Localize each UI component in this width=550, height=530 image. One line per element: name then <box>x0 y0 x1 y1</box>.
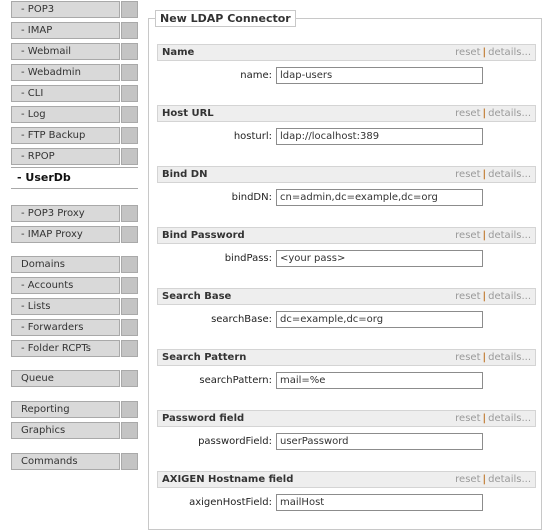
link-separator: | <box>482 291 487 302</box>
sidebar-item-label: - FTP Backup <box>21 130 86 141</box>
section-header-bind-dn <box>157 166 536 183</box>
reset-link[interactable]: reset <box>455 169 481 180</box>
section-title: Host URL <box>162 108 214 119</box>
searchpattern-input[interactable] <box>276 372 483 389</box>
sidebar-item-webmail[interactable] <box>11 43 120 60</box>
sidebar-item-userdb[interactable] <box>11 167 138 189</box>
sidebar-item-forwarders[interactable] <box>11 319 120 336</box>
sidebar-item-graphics[interactable] <box>11 422 120 439</box>
sidebar-item-imap[interactable] <box>11 22 120 39</box>
section-header-search-pattern <box>157 349 536 366</box>
passwordfield-field-label: passwordField: <box>198 436 272 447</box>
link-separator: | <box>482 474 487 485</box>
nav-tab-tail <box>121 340 138 357</box>
sidebar-item-label: - IMAP Proxy <box>21 229 83 240</box>
sidebar-item-pop3[interactable] <box>11 1 120 18</box>
section-links <box>455 228 531 243</box>
nav-tab-tail <box>121 43 138 60</box>
sidebar-item-label: - CLI <box>21 88 44 99</box>
details-link[interactable]: details... <box>488 474 531 485</box>
sidebar-item-label: - Webmail <box>21 46 72 57</box>
reset-link[interactable]: reset <box>455 352 481 363</box>
binddn-input[interactable] <box>276 189 483 206</box>
sidebar-item-label: - RPOP <box>21 151 55 162</box>
sidebar-item-domains[interactable] <box>11 256 120 273</box>
sidebar-item-label: - Accounts <box>21 280 74 291</box>
link-separator: | <box>482 352 487 363</box>
axigenhostfield-input[interactable] <box>276 494 483 511</box>
sidebar-item-label: Graphics <box>21 425 66 436</box>
nav-tab-tail <box>121 205 138 222</box>
sidebar-item-label: - IMAP <box>21 25 53 36</box>
searchbase-input[interactable] <box>276 311 483 328</box>
details-link[interactable]: details... <box>488 230 531 241</box>
searchpattern-field-label: searchPattern: <box>199 375 272 386</box>
passwordfield-input[interactable] <box>276 433 483 450</box>
section-title: AXIGEN Hostname field <box>162 474 294 485</box>
nav-tab-tail <box>121 148 138 165</box>
nav-tab-tail <box>121 226 138 243</box>
section-header-host-url <box>157 105 536 122</box>
sidebar-item-webadmin[interactable] <box>11 64 120 81</box>
sidebar-item-label: Commands <box>21 456 78 467</box>
sidebar-item-label: - Lists <box>21 301 51 312</box>
sidebar-item-label: Queue <box>21 373 54 384</box>
section-header-bind-password <box>157 227 536 244</box>
axigenhostfield-field-label: axigenHostField: <box>189 497 272 508</box>
reset-link[interactable]: reset <box>455 47 481 58</box>
sidebar-item-folder-rcpts[interactable] <box>11 340 120 357</box>
sidebar-item-lists[interactable] <box>11 298 120 315</box>
sidebar-item-label: Domains <box>21 259 66 270</box>
link-separator: | <box>482 108 487 119</box>
nav-tab-tail <box>121 453 138 470</box>
section-links <box>455 472 531 487</box>
searchbase-field-label: searchBase: <box>211 314 272 325</box>
section-links <box>455 350 531 365</box>
details-link[interactable]: details... <box>488 413 531 424</box>
reset-link[interactable]: reset <box>455 413 481 424</box>
details-link[interactable]: details... <box>488 352 531 363</box>
nav-tab-tail <box>121 370 138 387</box>
sidebar-item-label: - Webadmin <box>21 67 81 78</box>
section-header-name <box>157 44 536 61</box>
details-link[interactable]: details... <box>488 169 531 180</box>
section-title: Bind Password <box>162 230 245 241</box>
nav-tab-tail <box>121 319 138 336</box>
details-link[interactable]: details... <box>488 47 531 58</box>
nav-tab-tail <box>121 277 138 294</box>
hosturl-input[interactable] <box>276 128 483 145</box>
link-separator: | <box>482 230 487 241</box>
sidebar-item-accounts[interactable] <box>11 277 120 294</box>
nav-tab-tail <box>121 422 138 439</box>
sidebar-item-label: - Forwarders <box>21 322 84 333</box>
name-input[interactable] <box>276 67 483 84</box>
section-header-password-field <box>157 410 536 427</box>
bindpass-input[interactable] <box>276 250 483 267</box>
link-separator: | <box>482 413 487 424</box>
sidebar-item-label: - UserDb <box>17 171 71 184</box>
sidebar-item-label: - POP3 <box>21 4 55 15</box>
nav-tab-tail <box>121 401 138 418</box>
section-links <box>455 289 531 304</box>
binddn-field-label: bindDN: <box>231 192 272 203</box>
form-legend: New LDAP Connector <box>155 10 296 27</box>
section-title: Search Base <box>162 291 232 302</box>
nav-tab-tail <box>121 22 138 39</box>
sidebar-item-label: - Folder RCPTs <box>21 343 91 354</box>
sidebar-item-label: - Log <box>21 109 46 120</box>
details-link[interactable]: details... <box>488 291 531 302</box>
name-field-label: name: <box>240 70 272 81</box>
sidebar-item-label: - POP3 Proxy <box>21 208 85 219</box>
details-link[interactable]: details... <box>488 108 531 119</box>
section-title: Name <box>162 47 195 58</box>
hosturl-field-label: hosturl: <box>233 131 272 142</box>
reset-link[interactable]: reset <box>455 108 481 119</box>
nav-tab-tail <box>121 127 138 144</box>
sidebar-item-commands[interactable] <box>11 453 120 470</box>
sidebar-item-cli[interactable] <box>11 85 120 102</box>
section-header-search-base <box>157 288 536 305</box>
link-separator: | <box>482 169 487 180</box>
sidebar-item-ftp-backup[interactable] <box>11 127 120 144</box>
sidebar-item-imap-proxy[interactable] <box>11 226 120 243</box>
sidebar-item-label: Reporting <box>21 404 70 415</box>
section-title: Password field <box>162 413 245 424</box>
section-links <box>455 45 531 60</box>
section-title: Search Pattern <box>162 352 247 363</box>
bindpass-field-label: bindPass: <box>224 253 272 264</box>
reset-link[interactable]: reset <box>455 474 481 485</box>
section-links <box>455 411 531 426</box>
reset-link[interactable]: reset <box>455 291 481 302</box>
nav-tab-tail <box>121 85 138 102</box>
sidebar-item-log[interactable] <box>11 106 120 123</box>
section-links <box>455 167 531 182</box>
nav-tab-tail <box>121 1 138 18</box>
section-links <box>455 106 531 121</box>
reset-link[interactable]: reset <box>455 230 481 241</box>
link-separator: | <box>482 47 487 58</box>
nav-tab-tail <box>121 106 138 123</box>
nav-tab-tail <box>121 298 138 315</box>
sidebar-nav <box>0 0 139 519</box>
ldap-connector-form <box>148 10 542 530</box>
section-title: Bind DN <box>162 169 208 180</box>
sidebar-item-queue[interactable] <box>11 370 120 387</box>
nav-tab-tail <box>121 256 138 273</box>
nav-tab-tail <box>121 64 138 81</box>
section-header-axigen-hostname <box>157 471 536 488</box>
sidebar-item-reporting[interactable] <box>11 401 120 418</box>
sidebar-item-pop3-proxy[interactable] <box>11 205 120 222</box>
sidebar-item-rpop[interactable] <box>11 148 120 165</box>
